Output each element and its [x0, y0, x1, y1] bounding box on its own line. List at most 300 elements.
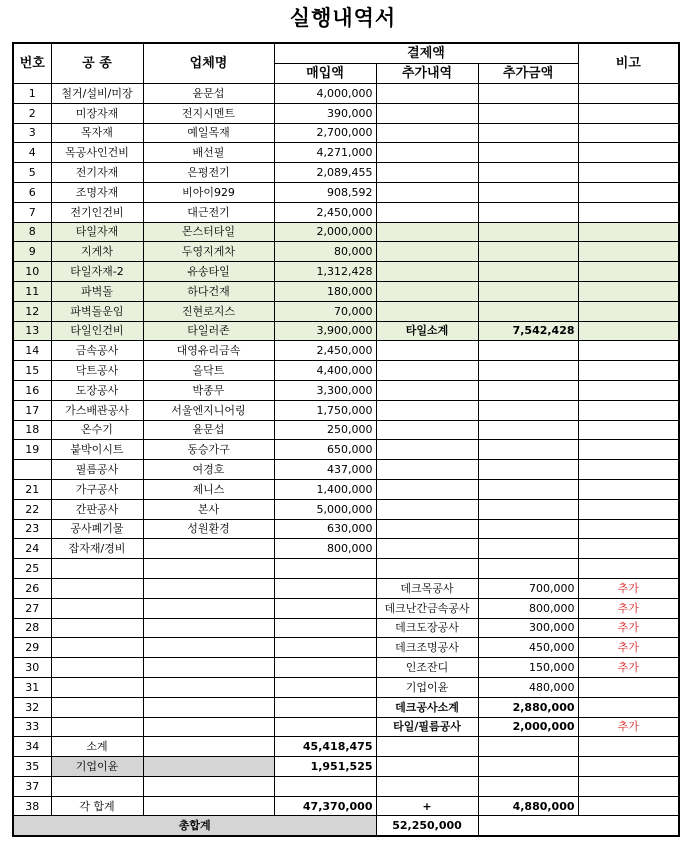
table-row — [13, 400, 679, 420]
row-company: 올닥트 — [143, 361, 274, 381]
row-purchase-amount — [274, 638, 376, 658]
row-add-item — [376, 262, 478, 282]
grand-total-label: 총합계 — [13, 816, 376, 836]
row-add-amount — [478, 361, 578, 381]
row-work: 목자재 — [51, 123, 143, 143]
row-purchase-amount: 2,000,000 — [274, 222, 376, 242]
row-note — [578, 440, 679, 460]
table-row — [13, 519, 679, 539]
row-purchase-amount — [274, 776, 376, 796]
row-add-amount — [478, 163, 578, 183]
row-purchase-amount: 630,000 — [274, 519, 376, 539]
table-row — [13, 539, 679, 559]
row-company — [143, 618, 274, 638]
row-company: 배선필 — [143, 143, 274, 163]
row-work: 공사폐기물 — [51, 519, 143, 539]
row-company: 비아이929 — [143, 182, 274, 202]
row-no — [13, 460, 51, 480]
row-no: 7 — [13, 202, 51, 222]
row-add-item: 기업이윤 — [376, 677, 478, 697]
row-purchase-amount: 800,000 — [274, 539, 376, 559]
row-add-item: 데크조명공사 — [376, 638, 478, 658]
row-no: 4 — [13, 143, 51, 163]
row-purchase-amount: 2,450,000 — [274, 202, 376, 222]
table-row — [13, 202, 679, 222]
row-note: 추가 — [578, 638, 679, 658]
row-add-amount — [478, 519, 578, 539]
row-add-item — [376, 182, 478, 202]
row-purchase-amount: 5,000,000 — [274, 499, 376, 519]
row-add-amount: 2,880,000 — [478, 697, 578, 717]
row-work: 가구공사 — [51, 479, 143, 499]
row-add-amount — [478, 143, 578, 163]
row-note: 추가 — [578, 658, 679, 678]
table-row — [13, 717, 679, 737]
row-no: 24 — [13, 539, 51, 559]
row-work: 간판공사 — [51, 499, 143, 519]
row-no: 8 — [13, 222, 51, 242]
table-row — [13, 440, 679, 460]
row-add-amount — [478, 479, 578, 499]
row-purchase-amount: 2,450,000 — [274, 341, 376, 361]
row-purchase-amount — [274, 717, 376, 737]
row-note — [578, 400, 679, 420]
row-no: 2 — [13, 103, 51, 123]
row-add-amount — [478, 776, 578, 796]
table-row — [13, 737, 679, 757]
row-company: 하다건재 — [143, 281, 274, 301]
row-no: 38 — [13, 796, 51, 816]
row-add-item: 인조잔디 — [376, 658, 478, 678]
row-add-item — [376, 163, 478, 183]
table-row — [13, 222, 679, 242]
row-company: 본사 — [143, 499, 274, 519]
row-purchase-amount — [274, 697, 376, 717]
table-row — [13, 460, 679, 480]
row-work: 잡자재/경비 — [51, 539, 143, 559]
row-work: 닥트공사 — [51, 361, 143, 381]
row-note — [578, 321, 679, 341]
row-add-item — [376, 776, 478, 796]
table-row — [13, 301, 679, 321]
row-company: 서울엔지니어링 — [143, 400, 274, 420]
row-work: 목공사인건비 — [51, 143, 143, 163]
header-no: 번호 — [13, 43, 51, 84]
row-company: 진현로지스 — [143, 301, 274, 321]
row-add-item — [376, 301, 478, 321]
row-add-amount — [478, 242, 578, 262]
row-company — [143, 697, 274, 717]
row-add-item — [376, 757, 478, 777]
header-purchase: 매입액 — [274, 64, 376, 84]
row-add-item — [376, 361, 478, 381]
row-work: 파벽돌 — [51, 281, 143, 301]
row-add-item — [376, 202, 478, 222]
row-work: 미장자재 — [51, 103, 143, 123]
row-company — [143, 737, 274, 757]
row-add-item — [376, 123, 478, 143]
row-company: 유송타일 — [143, 262, 274, 282]
table-row — [13, 262, 679, 282]
row-work: 타일자재 — [51, 222, 143, 242]
header-payment: 결제액 — [274, 43, 578, 64]
row-add-item: 데크공사소계 — [376, 697, 478, 717]
row-add-item — [376, 519, 478, 539]
table-row — [13, 757, 679, 777]
table-row — [13, 341, 679, 361]
row-no: 11 — [13, 281, 51, 301]
row-purchase-amount: 1,750,000 — [274, 400, 376, 420]
row-note — [578, 776, 679, 796]
table-row — [13, 321, 679, 341]
row-work — [51, 578, 143, 598]
row-note: 추가 — [578, 598, 679, 618]
row-no: 17 — [13, 400, 51, 420]
row-no: 34 — [13, 737, 51, 757]
table-row — [13, 697, 679, 717]
row-purchase-amount: 437,000 — [274, 460, 376, 480]
row-add-item — [376, 559, 478, 579]
row-add-amount — [478, 123, 578, 143]
row-note: 추가 — [578, 717, 679, 737]
row-note — [578, 420, 679, 440]
row-work: 금속공사 — [51, 341, 143, 361]
row-purchase-amount: 2,089,455 — [274, 163, 376, 183]
row-add-amount — [478, 103, 578, 123]
row-add-amount — [478, 757, 578, 777]
row-add-item — [376, 420, 478, 440]
row-work — [51, 776, 143, 796]
row-company — [143, 638, 274, 658]
row-add-amount: 700,000 — [478, 578, 578, 598]
row-add-amount — [478, 559, 578, 579]
row-work: 온수기 — [51, 420, 143, 440]
row-no: 13 — [13, 321, 51, 341]
row-add-item — [376, 341, 478, 361]
row-purchase-amount — [274, 677, 376, 697]
row-add-amount: 150,000 — [478, 658, 578, 678]
row-work: 가스배관공사 — [51, 400, 143, 420]
row-company: 박종무 — [143, 380, 274, 400]
row-note — [578, 737, 679, 757]
table-row — [13, 361, 679, 381]
table-row — [13, 479, 679, 499]
row-note — [578, 677, 679, 697]
row-work: 소계 — [51, 737, 143, 757]
row-no: 25 — [13, 559, 51, 579]
row-no: 1 — [13, 84, 51, 104]
row-purchase-amount: 650,000 — [274, 440, 376, 460]
row-add-amount — [478, 222, 578, 242]
row-add-amount — [478, 737, 578, 757]
row-add-item — [376, 242, 478, 262]
row-note — [578, 499, 679, 519]
table-row — [13, 281, 679, 301]
row-add-item: 데크목공사 — [376, 578, 478, 598]
row-add-item — [376, 281, 478, 301]
row-no: 26 — [13, 578, 51, 598]
row-work — [51, 658, 143, 678]
row-purchase-amount: 908,592 — [274, 182, 376, 202]
row-company — [143, 559, 274, 579]
row-purchase-amount — [274, 658, 376, 678]
header-add-item: 추가내역 — [376, 64, 478, 84]
table-body — [13, 84, 679, 816]
row-add-item: + — [376, 796, 478, 816]
table-row — [13, 578, 679, 598]
row-company: 몬스터타일 — [143, 222, 274, 242]
row-work: 철거/설비/미장 — [51, 84, 143, 104]
row-purchase-amount — [274, 618, 376, 638]
row-note — [578, 539, 679, 559]
row-add-amount: 4,880,000 — [478, 796, 578, 816]
row-work: 필름공사 — [51, 460, 143, 480]
row-company: 대영유리금속 — [143, 341, 274, 361]
row-add-amount — [478, 499, 578, 519]
row-add-item — [376, 400, 478, 420]
row-add-item: 데크도장공사 — [376, 618, 478, 638]
row-note — [578, 182, 679, 202]
table-row — [13, 559, 679, 579]
row-add-amount — [478, 281, 578, 301]
row-purchase-amount: 1,951,525 — [274, 757, 376, 777]
row-company: 대근전기 — [143, 202, 274, 222]
row-work — [51, 618, 143, 638]
grand-total-empty — [478, 816, 679, 836]
row-note — [578, 796, 679, 816]
row-company: 동승가구 — [143, 440, 274, 460]
row-no: 27 — [13, 598, 51, 618]
row-purchase-amount: 3,900,000 — [274, 321, 376, 341]
row-note — [578, 202, 679, 222]
table-row — [13, 380, 679, 400]
row-note — [578, 262, 679, 282]
row-work: 조명자재 — [51, 182, 143, 202]
row-work: 전기자재 — [51, 163, 143, 183]
row-add-item — [376, 222, 478, 242]
row-add-amount — [478, 539, 578, 559]
row-purchase-amount — [274, 598, 376, 618]
row-work: 전기인건비 — [51, 202, 143, 222]
row-add-amount — [478, 380, 578, 400]
row-no: 5 — [13, 163, 51, 183]
table-row — [13, 677, 679, 697]
row-add-amount: 7,542,428 — [478, 321, 578, 341]
row-note — [578, 380, 679, 400]
row-work — [51, 677, 143, 697]
table-row — [13, 123, 679, 143]
row-work: 붙박이시트 — [51, 440, 143, 460]
table-row — [13, 499, 679, 519]
row-work: 각 합계 — [51, 796, 143, 816]
row-purchase-amount: 4,271,000 — [274, 143, 376, 163]
row-add-item: 타일/필름공사 — [376, 717, 478, 737]
row-purchase-amount — [274, 578, 376, 598]
row-add-amount — [478, 301, 578, 321]
row-work: 타일자재-2 — [51, 262, 143, 282]
row-note — [578, 559, 679, 579]
row-add-item — [376, 380, 478, 400]
row-purchase-amount: 250,000 — [274, 420, 376, 440]
grand-total-value: 52,250,000 — [376, 816, 478, 836]
row-work: 기업이윤 — [51, 757, 143, 777]
row-company — [143, 796, 274, 816]
row-add-amount — [478, 400, 578, 420]
row-add-item — [376, 499, 478, 519]
table-row — [13, 242, 679, 262]
row-work — [51, 717, 143, 737]
row-add-item: 타일소계 — [376, 321, 478, 341]
row-note — [578, 143, 679, 163]
row-add-item — [376, 440, 478, 460]
row-company — [143, 677, 274, 697]
row-purchase-amount: 70,000 — [274, 301, 376, 321]
row-no: 10 — [13, 262, 51, 282]
row-add-item — [376, 479, 478, 499]
row-work — [51, 697, 143, 717]
row-note — [578, 301, 679, 321]
row-purchase-amount: 2,700,000 — [274, 123, 376, 143]
page-title: 실행내역서 — [289, 6, 397, 30]
row-purchase-amount: 4,000,000 — [274, 84, 376, 104]
row-work — [51, 559, 143, 579]
row-no: 32 — [13, 697, 51, 717]
row-note — [578, 281, 679, 301]
row-purchase-amount — [274, 559, 376, 579]
row-no: 23 — [13, 519, 51, 539]
row-add-amount: 450,000 — [478, 638, 578, 658]
table-row — [13, 103, 679, 123]
header-note: 비고 — [578, 43, 679, 84]
row-no: 19 — [13, 440, 51, 460]
row-purchase-amount: 390,000 — [274, 103, 376, 123]
row-no: 6 — [13, 182, 51, 202]
row-company: 은평전기 — [143, 163, 274, 183]
row-purchase-amount: 47,370,000 — [274, 796, 376, 816]
row-note — [578, 242, 679, 262]
row-no: 3 — [13, 123, 51, 143]
row-company — [143, 717, 274, 737]
table-row — [13, 84, 679, 104]
row-no: 15 — [13, 361, 51, 381]
row-note — [578, 479, 679, 499]
row-add-amount — [478, 460, 578, 480]
row-no: 22 — [13, 499, 51, 519]
row-note — [578, 757, 679, 777]
row-company: 두영지게차 — [143, 242, 274, 262]
row-company: 윤문섭 — [143, 420, 274, 440]
row-work: 타일인건비 — [51, 321, 143, 341]
row-add-item — [376, 103, 478, 123]
row-purchase-amount: 4,400,000 — [274, 361, 376, 381]
row-purchase-amount: 1,312,428 — [274, 262, 376, 282]
row-no: 28 — [13, 618, 51, 638]
row-no: 29 — [13, 638, 51, 658]
row-note: 추가 — [578, 618, 679, 638]
table-row — [13, 598, 679, 618]
row-no: 21 — [13, 479, 51, 499]
row-add-item — [376, 84, 478, 104]
row-company: 타일러존 — [143, 321, 274, 341]
row-work: 지게차 — [51, 242, 143, 262]
row-company: 제니스 — [143, 479, 274, 499]
header-company: 업체명 — [143, 43, 274, 84]
row-company: 여경호 — [143, 460, 274, 480]
row-no: 18 — [13, 420, 51, 440]
row-no: 16 — [13, 380, 51, 400]
row-add-amount — [478, 202, 578, 222]
row-note — [578, 361, 679, 381]
row-work — [51, 638, 143, 658]
row-add-amount — [478, 182, 578, 202]
row-company — [143, 598, 274, 618]
row-note — [578, 123, 679, 143]
row-note — [578, 222, 679, 242]
row-purchase-amount: 3,300,000 — [274, 380, 376, 400]
row-add-amount — [478, 440, 578, 460]
table-row — [13, 143, 679, 163]
row-work: 도장공사 — [51, 380, 143, 400]
row-add-amount: 300,000 — [478, 618, 578, 638]
row-add-item — [376, 460, 478, 480]
row-note — [578, 460, 679, 480]
row-add-amount — [478, 420, 578, 440]
row-company: 성원환경 — [143, 519, 274, 539]
row-add-amount: 800,000 — [478, 598, 578, 618]
header-add-amount: 추가금액 — [478, 64, 578, 84]
row-add-amount — [478, 262, 578, 282]
header-work: 공 종 — [51, 43, 143, 84]
row-no: 31 — [13, 677, 51, 697]
row-company — [143, 776, 274, 796]
row-purchase-amount: 180,000 — [274, 281, 376, 301]
row-add-item — [376, 539, 478, 559]
table-row — [13, 182, 679, 202]
row-no: 37 — [13, 776, 51, 796]
row-no: 35 — [13, 757, 51, 777]
row-company — [143, 578, 274, 598]
row-add-item — [376, 737, 478, 757]
table-row — [13, 420, 679, 440]
row-no: 14 — [13, 341, 51, 361]
row-add-item: 데크난간금속공사 — [376, 598, 478, 618]
row-company — [143, 757, 274, 777]
row-company: 전지시멘트 — [143, 103, 274, 123]
row-purchase-amount: 45,418,475 — [274, 737, 376, 757]
row-company: 윤문섭 — [143, 84, 274, 104]
row-note: 추가 — [578, 578, 679, 598]
row-no: 30 — [13, 658, 51, 678]
row-add-amount: 2,000,000 — [478, 717, 578, 737]
row-note — [578, 341, 679, 361]
row-add-amount — [478, 341, 578, 361]
table-row — [13, 638, 679, 658]
row-note — [578, 103, 679, 123]
table-row — [13, 796, 679, 816]
table-row — [13, 776, 679, 796]
row-no: 12 — [13, 301, 51, 321]
row-note — [578, 84, 679, 104]
row-company — [143, 658, 274, 678]
execution-statement-table — [12, 42, 680, 837]
row-no: 33 — [13, 717, 51, 737]
table-row — [13, 658, 679, 678]
row-purchase-amount: 80,000 — [274, 242, 376, 262]
row-work: 파벽돌운임 — [51, 301, 143, 321]
row-note — [578, 519, 679, 539]
row-company — [143, 539, 274, 559]
table-row — [13, 618, 679, 638]
